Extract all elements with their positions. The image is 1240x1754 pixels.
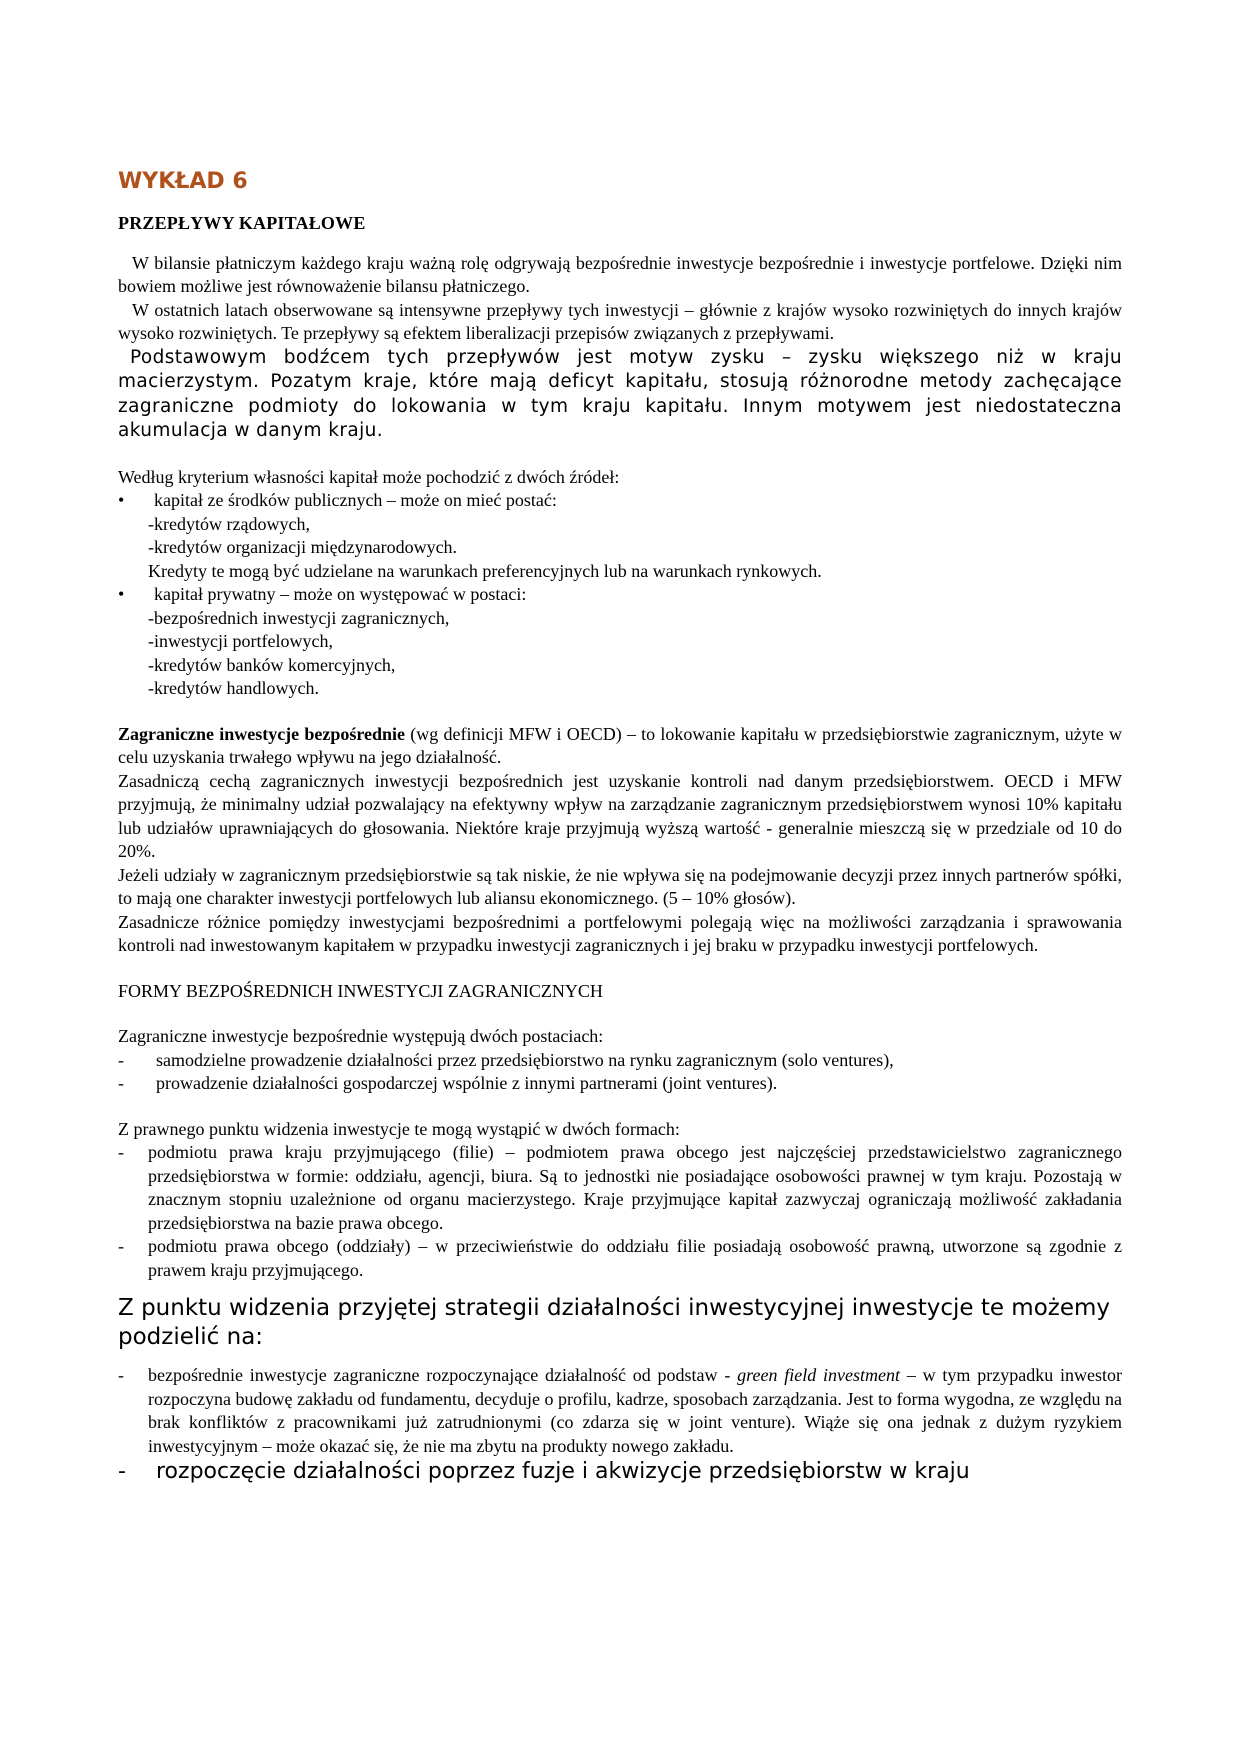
list-item-text: rozpoczęcie działalności poprzez fuzje i akwizycje przedsiębiorstw w kraju bbox=[156, 1459, 970, 1484]
list-item bbox=[118, 583, 1122, 607]
page-title: WYKŁAD 6 bbox=[118, 169, 248, 194]
strategy-title: Z punktu widzenia przyjętej strategii działalności inwestycyjnej inwestycje te możemy podzielić na: bbox=[118, 1295, 1111, 1350]
fdi-term: Zagraniczne inwestycje bezpośrednie bbox=[118, 723, 406, 744]
criteria-intro: Według kryterium własności kapitał może pochodzić z dwóch źródeł: bbox=[118, 466, 620, 487]
strategy-item-1-part-b: – w tym przypadku inwestor rozpoczyna budowę zakładu od fundamentu, decyduje o profilu, kadrze, sposobach zarządzania. Jest to forma wygodna, ze względu na brak konfliktów z pracownikami już zatrudnionymi (co zdarza się w joint venture). Wiąże się ona jednak z dużym ryzykiem inwestycyjnym – może okazać się, że nie ma zbytu na produkty nowego zakładu. bbox=[148, 1365, 1122, 1456]
sub-list bbox=[118, 513, 1122, 584]
strategy-item-1-term: green field investment bbox=[737, 1365, 901, 1385]
list-item bbox=[118, 1141, 1122, 1235]
list-item-text: kapitał prywatny – może on występować w postaci: bbox=[154, 584, 527, 604]
dash-marker: - bbox=[118, 1236, 124, 1256]
list-item bbox=[118, 1072, 1122, 1096]
list-item bbox=[118, 1235, 1122, 1282]
list-item-text: samodzielne prowadzenie działalności przez przedsiębiorstwo na rynku zagranicznym (solo ventures), bbox=[156, 1049, 894, 1070]
forms-intro: Zagraniczne inwestycje bezpośrednie występują dwóch postaciach: bbox=[118, 1026, 604, 1046]
legal-list bbox=[118, 1141, 1122, 1282]
intro-paragraph-2: W ostatnich latach obserwowane są intensywne przepływy tych inwestycji – głównie z krajów wysoko rozwiniętych do innych krajów wysoko rozwiniętych. Te przepływy są efektem liberalizacji przepisów związanych z przepływami. bbox=[118, 299, 1122, 343]
list-item-text bbox=[148, 1364, 1122, 1458]
fdi-paragraph-3: Jeżeli udziały w zagranicznym przedsiębiorstwie są tak niskie, że nie wpływa się na podejmowanie decyzji przez innych partnerów spółki, to mają one charakter inwestycji portfelowych lub aliansu ekonomicznego. (5 – 10% głosów). bbox=[118, 864, 1122, 908]
criteria-list bbox=[118, 489, 1122, 513]
list-item-text: podmiotu prawa kraju przyjmującego (filie) – podmiotem prawa obcego jest najczęściej przedstawicielstwo zagranicznego przedsiębiorstwa w formie: oddziału, agencji, biura. Są to jednostki nie posiadające osobowości prawnej w tym kraju. Pozostają w znacznym stopniu uzależnione od organu macierzystego. Kraje przyjmujące kapitał zazwyczaj ograniczają możliwość zakładania przedsiębiorstwa na bazie prawa obcego. bbox=[148, 1142, 1122, 1233]
legal-intro: Z prawnego punktu widzenia inwestycje te mogą wystąpić w dwóch formach: bbox=[118, 1118, 680, 1139]
sub-list-item: -kredytów organizacji międzynarodowych. bbox=[148, 537, 458, 557]
intro-paragraph-3: Podstawowym bodźcem tych przepływów jest motyw zysku – zysku większego niż w kraju macierzystym. Pozatym kraje, które mają deficyt kapitału, stosują różnorodne metody zachęcające zagraniczne podmioty do lokowania w tym kraju kapitału. Innym motywem jest niedostateczna akumulacja w danym kraju. bbox=[118, 346, 1122, 441]
sub-list-item: -bezpośrednich inwestycji zagranicznych, bbox=[148, 607, 450, 628]
forms-list bbox=[118, 1049, 1122, 1096]
fdi-definition-text: (wg definicji MFW i OECD) – to lokowanie kapitału w przedsiębiorstwie zagranicznym, użyte w celu uzyskania trwałego wpływu na jego działalność. bbox=[118, 723, 1122, 767]
sub-list bbox=[118, 607, 1122, 701]
fdi-paragraph-2: Zasadniczą cechą zagranicznych inwestycji bezpośrednich jest uzyskanie kontroli nad danym przedsiębiorstwem. OECD i MFW przyjmują, że minimalny udział pozwalający na efektywny wpływ na zarządzanie zagranicznym przedsiębiorstwem wynosi 10% kapitału lub udziałów uprawniających do głosowania. Niektóre kraje przyjmują wyższą wartość - generalnie mieszczą się w przedziale od 10 do 20%. bbox=[118, 770, 1122, 861]
criteria-list bbox=[118, 583, 1122, 607]
list-item bbox=[118, 1049, 1122, 1073]
sub-list-item: -kredytów rządowych, bbox=[148, 513, 310, 534]
sub-list-item: -kredytów handlowych. bbox=[148, 678, 319, 698]
sub-list-item: -kredytów banków komercyjnych, bbox=[148, 654, 396, 675]
dash-marker: - bbox=[118, 1459, 126, 1484]
fdi-definition bbox=[118, 723, 1122, 770]
forms-title: FORMY BEZPOŚREDNICH INWESTYCJI ZAGRANICZNYCH bbox=[118, 980, 603, 1001]
list-note: Kredyty te mogą być udzielane na warunkach preferencyjnych lub na warunkach rynkowych. bbox=[148, 560, 822, 581]
intro-paragraph-1: W bilansie płatniczym każdego kraju ważną rolę odgrywają bezpośrednie inwestycje bezpośrednie i inwestycje portfelowe. Dzięki nim bowiem możliwe jest równoważenie bilansu płatniczego. bbox=[118, 252, 1122, 296]
list-item-text: podmiotu prawa obcego (oddziały) – w przeciwieństwie do oddziału filie posiadają osobowość prawną, utworzone są zgodnie z prawem kraju przyjmującego. bbox=[148, 1236, 1122, 1280]
list-item-text: prowadzenie działalności gospodarczej wspólnie z innymi partnerami (joint ventures). bbox=[156, 1073, 778, 1093]
dash-marker: - bbox=[118, 1049, 124, 1070]
list-item bbox=[118, 489, 1122, 513]
strategy-list bbox=[118, 1364, 1122, 1486]
dash-marker: - bbox=[118, 1073, 124, 1093]
document-page bbox=[118, 168, 1122, 1486]
fdi-paragraph-4: Zasadnicze różnice pomiędzy inwestycjami bezpośrednimi a portfelowymi polegają więc na możliwości zarządzania i sprawowania kontroli nad inwestowanym kapitałem w przypadku inwestycji zagranicznych i jej braku w przypadku inwestycji portfelowych. bbox=[118, 911, 1122, 955]
sub-list-item: -inwestycji portfelowych, bbox=[148, 631, 333, 651]
list-item-text: kapitał ze środków publicznych – może on mieć postać: bbox=[154, 490, 557, 510]
section-heading: PRZEPŁYWY KAPITAŁOWE bbox=[118, 213, 366, 233]
list-item bbox=[118, 1458, 1122, 1486]
dash-marker: - bbox=[118, 1142, 124, 1162]
dash-marker: - bbox=[118, 1365, 124, 1385]
list-item bbox=[118, 1364, 1122, 1458]
strategy-item-1-part-a: bezpośrednie inwestycje zagraniczne rozpoczynające działalność od podstaw - bbox=[148, 1365, 738, 1385]
